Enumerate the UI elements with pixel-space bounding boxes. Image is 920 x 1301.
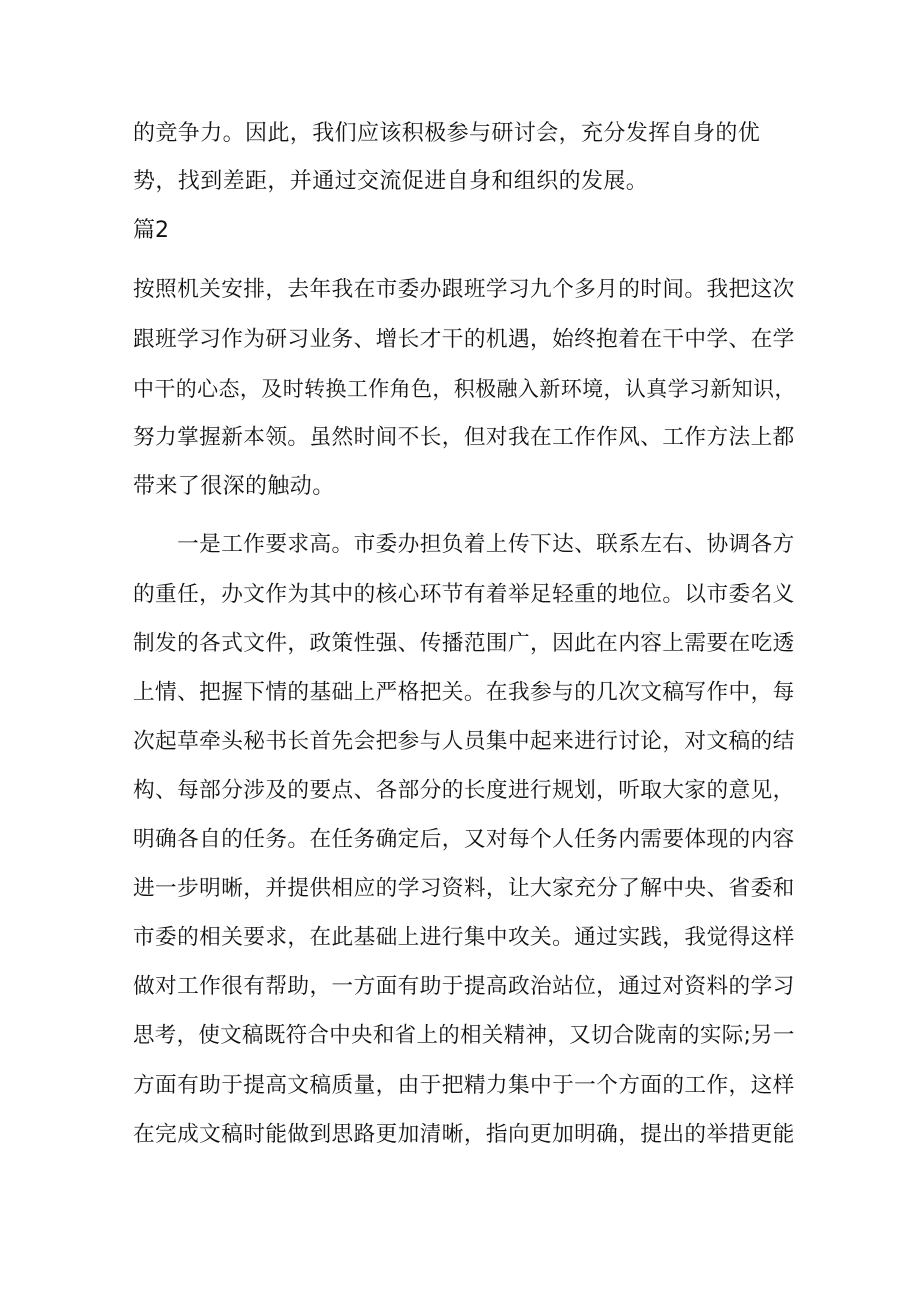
text-line: 进一步明晰，并提供相应的学习资料，让大家充分了解中央、省委和 bbox=[133, 876, 795, 901]
text-line: 思考，使文稿既符合中央和省上的相关精神，又切合陇南的实际;另一 bbox=[133, 1023, 795, 1048]
text-line: 方面有助于提高文稿质量，由于把精力集中于一个方面的工作，这样 bbox=[133, 1073, 795, 1098]
text-line: 次起草牵头秘书长首先会把参与人员集中起来进行讨论，对文稿的结 bbox=[133, 729, 795, 754]
text-line: 在完成文稿时能做到思路更加清晰，指向更加明确，提出的举措更能 bbox=[133, 1122, 795, 1147]
text-line: 的竞争力。因此，我们应该积极参与研讨会，充分发挥自身的优 bbox=[133, 121, 761, 146]
text-line: 努力掌握新本领。虽然时间不长，但对我在工作作风、工作方法上都 bbox=[133, 425, 795, 450]
text-line: 的重任，办文作为其中的核心环节有着举足轻重的地位。以市委名义 bbox=[133, 582, 795, 607]
text-line: 势，找到差距，并通过交流促进自身和组织的发展。 bbox=[133, 169, 649, 194]
text-line: 带来了很深的触动。 bbox=[133, 474, 335, 499]
text-line: 制发的各式文件，政策性强、传播范围广，因此在内容上需要在吃透 bbox=[133, 631, 795, 656]
section-title: 篇2 bbox=[133, 218, 169, 243]
text-line: 构、每部分涉及的要点、各部分的长度进行规划，听取大家的意见， bbox=[133, 778, 795, 803]
text-line: 上情、把握下情的基础上严格把关。在我参与的几次文稿写作中，每 bbox=[133, 680, 795, 705]
text-line: 明确各自的任务。在任务确定后，又对每个人任务内需要体现的内容 bbox=[133, 827, 795, 852]
text-line: 市委的相关要求，在此基础上进行集中攻关。通过实践，我觉得这样 bbox=[133, 925, 795, 950]
text-line: 按照机关安排，去年我在市委办跟班学习九个多月的时间。我把这次 bbox=[133, 277, 795, 302]
text-line: 做对工作很有帮助，一方面有助于提高政治站位，通过对资料的学习 bbox=[133, 974, 795, 999]
text-line: 一是工作要求高。市委办担负着上传下达、联系左右、协调各方 bbox=[133, 532, 795, 557]
text-line: 中干的心态，及时转换工作角色，积极融入新环境，认真学习新知识， bbox=[133, 377, 796, 401]
text-line: 跟班学习作为研习业务、增长才干的机遇，始终抱着在干中学、在学 bbox=[133, 327, 795, 352]
